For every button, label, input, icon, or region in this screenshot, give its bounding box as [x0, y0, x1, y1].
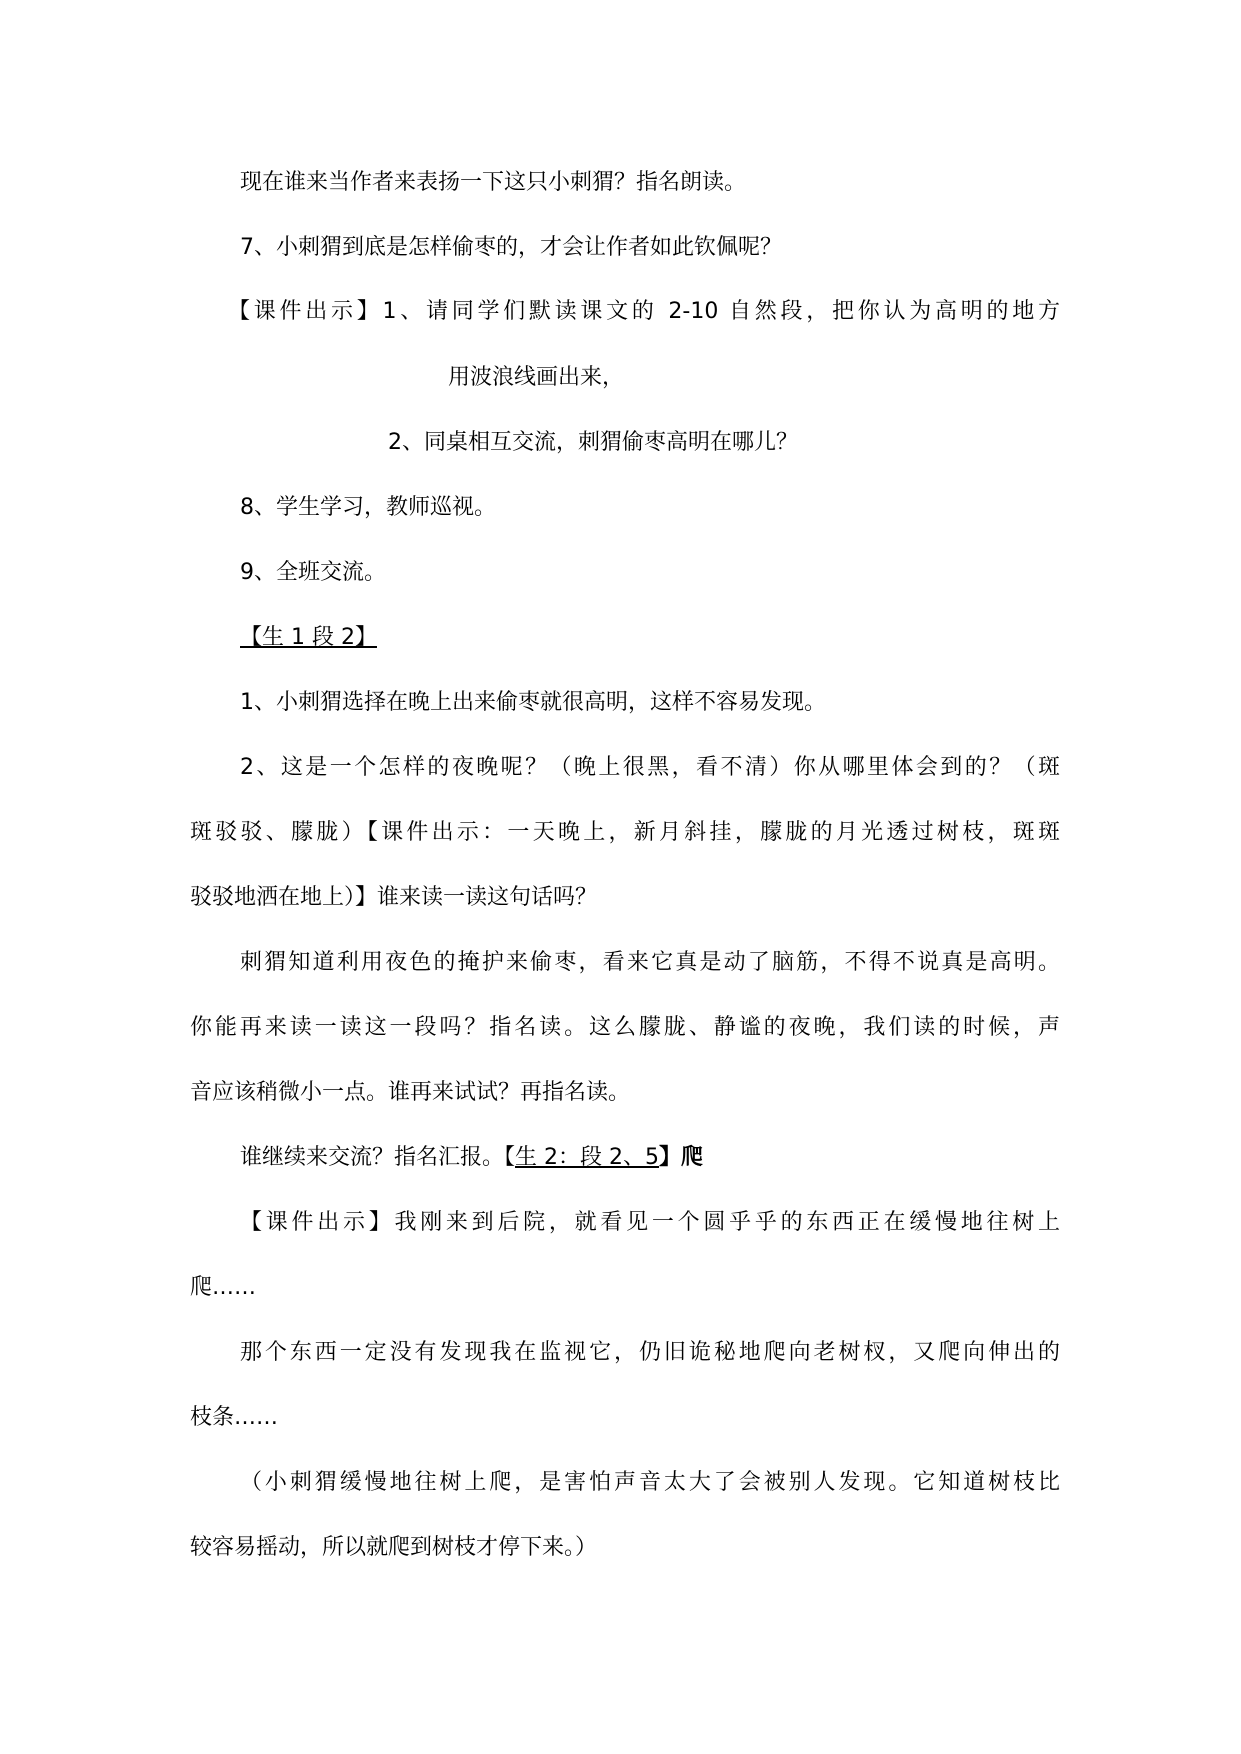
paragraph-line: 斑驳驳、朦胧）【课件出示：一天晚上，新月斜挂，朦胧的月光透过树枝，斑斑: [190, 820, 1060, 845]
section-marker: 生 2：段 2、5: [515, 1145, 659, 1170]
paragraph-line: 枝条……: [190, 1405, 279, 1430]
paragraph-line: 【课件出示】1、请同学们默读课文的 2-10 自然段，把你认为高明的地方: [228, 299, 1060, 324]
section-heading: 【生 1 段 2】: [240, 625, 377, 650]
paragraph-line: 爬……: [190, 1275, 257, 1300]
paragraph-line: 8、学生学习，教师巡视。: [240, 495, 496, 520]
paragraph-line: 你能再来读一读这一段吗？指名读。这么朦胧、静谧的夜晚，我们读的时候，声: [190, 1015, 1060, 1040]
paragraph-line: （小刺猬缓慢地往树上爬，是害怕声音太大了会被别人发现。它知道树枝比: [240, 1470, 1060, 1495]
paragraph-line: 7、小刺猬到底是怎样偷枣的，才会让作者如此钦佩呢？: [240, 235, 782, 260]
keyword-marker: 】爬: [659, 1145, 704, 1170]
paragraph-line: 【课件出示】我刚来到后院，就看见一个圆乎乎的东西正在缓慢地往树上: [240, 1210, 1060, 1235]
paragraph-line: 刺猬知道利用夜色的掩护来偷枣，看来它真是动了脑筋，不得不说真是高明。: [240, 950, 1060, 975]
line-text: 谁继续来交流？指名汇报。【: [240, 1145, 516, 1170]
paragraph-line: 那个东西一定没有发现我在监视它，仍旧诡秘地爬向老树杈，又爬向伸出的: [240, 1340, 1060, 1365]
paragraph-line: 9、全班交流。: [240, 560, 386, 585]
paragraph-line: 驳驳地洒在地上）】谁来读一读这句话吗？: [190, 885, 598, 910]
paragraph-line: 用波浪线画出来，: [448, 365, 625, 390]
paragraph-line: 较容易摇动，所以就爬到树枝才停下来。）: [190, 1535, 598, 1560]
paragraph-line: [240, 1143, 1060, 1173]
paragraph-line: 现在谁来当作者来表扬一下这只小刺猬？指名朗读。: [240, 170, 747, 195]
paragraph-line: 1、小刺猬选择在晚上出来偷枣就很高明，这样不容易发现。: [240, 690, 826, 715]
paragraph-line: 2、这是一个怎样的夜晚呢？（晚上很黑，看不清）你从哪里体会到的？（斑: [240, 755, 1060, 780]
paragraph-line: 2、同桌相互交流，刺猬偷枣高明在哪儿？: [388, 430, 798, 455]
paragraph-line: 音应该稍微小一点。谁再来试试？再指名读。: [190, 1080, 631, 1105]
